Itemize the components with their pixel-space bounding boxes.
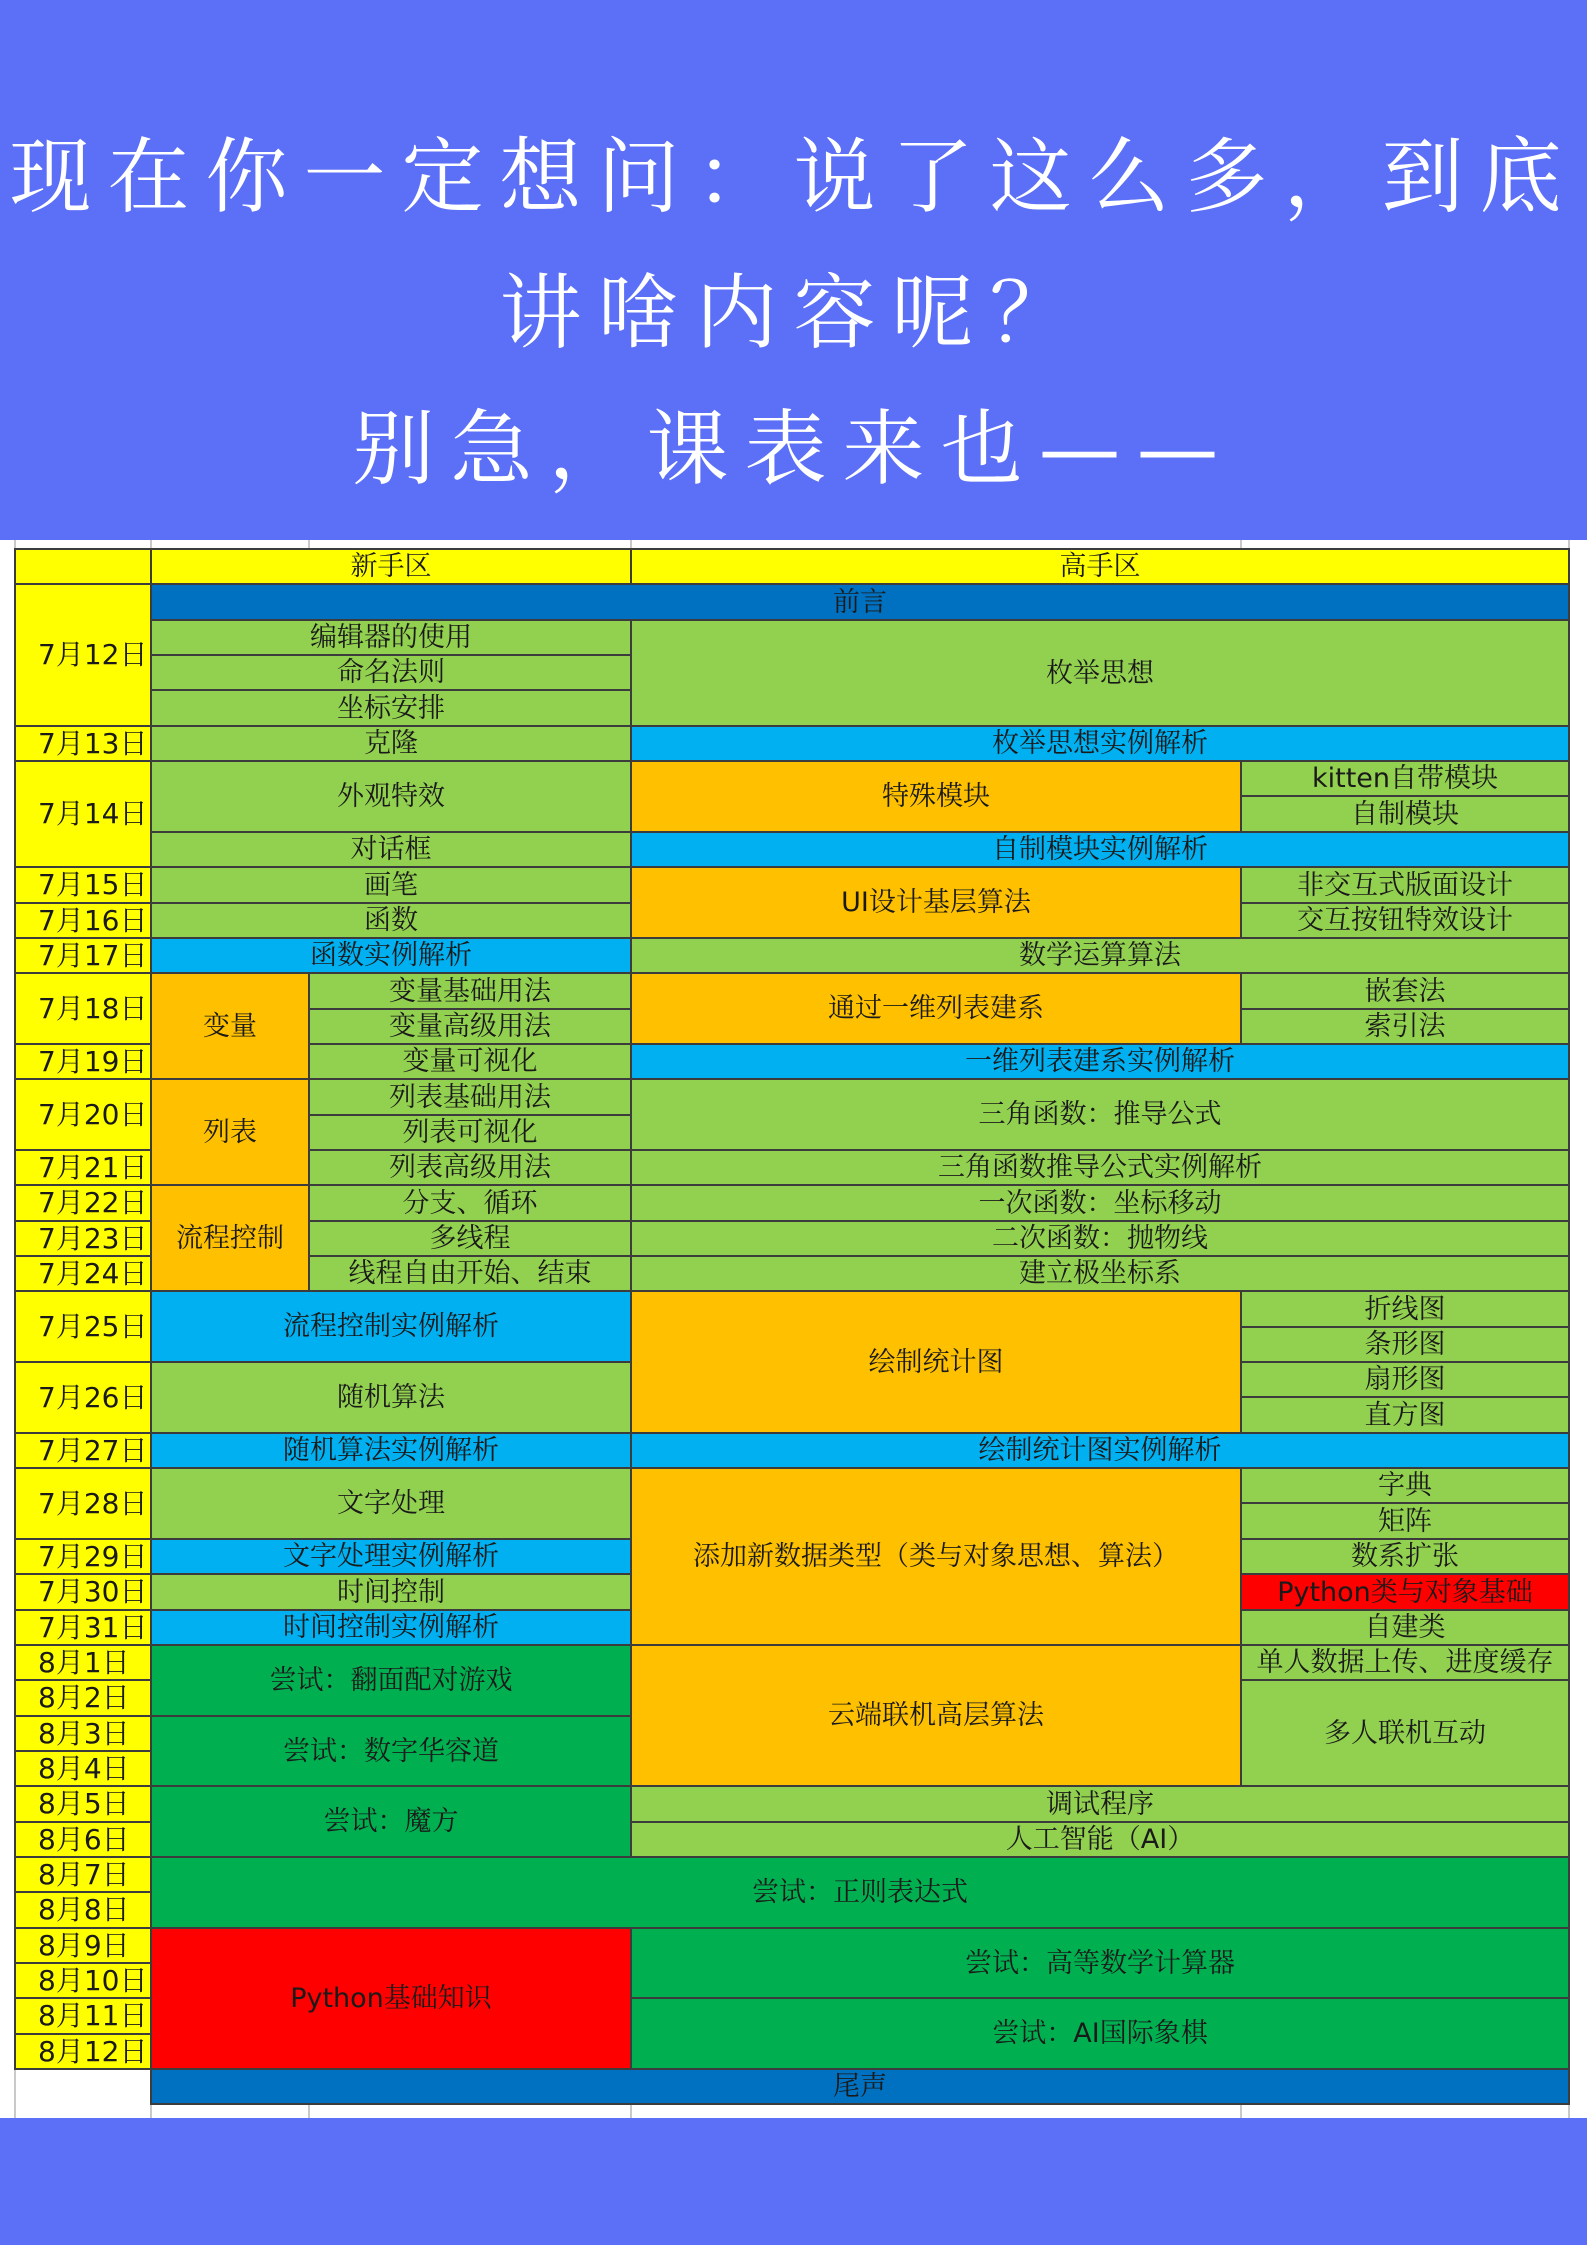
topic-flow-examples: 流程控制实例解析: [150, 1290, 632, 1363]
date-0713: 7月13日: [14, 725, 152, 762]
intro-row: 前言: [150, 583, 1570, 621]
date-0731: 7月31日: [14, 1609, 152, 1646]
topic-line-chart: 折线图: [1240, 1290, 1570, 1328]
topic-time-control: 时间控制: [150, 1573, 632, 1611]
topic-histogram: 直方图: [1240, 1396, 1570, 1434]
topic-variables: 变量: [150, 972, 310, 1080]
topic-python-basics: Python基础知识: [150, 1927, 632, 2070]
topic-try-flip: 尝试：翻面配对游戏: [150, 1644, 632, 1717]
topic-list-advanced: 列表高级用法: [308, 1149, 632, 1186]
topic-random-examples: 随机算法实例解析: [150, 1432, 632, 1469]
topic-bar-chart: 条形图: [1240, 1326, 1570, 1363]
topic-indexing: 索引法: [1240, 1008, 1570, 1045]
topic-appearance-effects: 外观特效: [150, 760, 632, 833]
date-0715: 7月15日: [14, 866, 152, 904]
topic-custom-module-examples: 自制模块实例解析: [630, 831, 1570, 868]
date-0809: 8月9日: [14, 1927, 152, 1964]
topic-var-visual: 变量可视化: [308, 1043, 632, 1080]
topic-var-basic: 变量基础用法: [308, 972, 632, 1010]
section-expert: 高手区: [630, 548, 1570, 585]
date-0810: 8月10日: [14, 1962, 152, 1999]
topic-thread-start-end: 线程自由开始、结束: [308, 1255, 632, 1292]
date-0712: 7月12日: [14, 583, 152, 727]
title-line-1: 现在你一定想问：说了这么多，到底: [9, 130, 1578, 225]
date-0725: 7月25日: [14, 1290, 152, 1363]
topic-function-examples: 函数实例解析: [150, 937, 632, 974]
topic-try-magic: 尝试：魔方: [150, 1785, 632, 1858]
topic-list-visual: 列表可视化: [308, 1114, 632, 1151]
topic-text-examples: 文字处理实例解析: [150, 1538, 632, 1575]
date-0727: 7月27日: [14, 1432, 152, 1469]
date-0718: 7月18日: [14, 972, 152, 1045]
title-line-3: 别急，课表来也——: [352, 402, 1235, 497]
topic-coordinates: 坐标安排: [150, 689, 632, 727]
topic-enumeration-examples: 枚举思想实例解析: [630, 725, 1570, 762]
topic-number-extension: 数系扩张: [1240, 1538, 1570, 1575]
date-0801: 8月1日: [14, 1644, 152, 1681]
date-0804: 8月4日: [14, 1750, 152, 1787]
topic-python-classes: Python类与对象基础: [1240, 1573, 1570, 1611]
topic-try-regex: 尝试：正则表达式: [150, 1856, 1570, 1929]
topic-time-examples: 时间控制实例解析: [150, 1609, 632, 1646]
topic-multithread: 多线程: [308, 1220, 632, 1257]
topic-editor-use: 编辑器的使用: [150, 619, 632, 656]
date-0723: 7月23日: [14, 1220, 152, 1257]
date-0807: 8月7日: [14, 1856, 152, 1893]
date-0726: 7月26日: [14, 1361, 152, 1434]
topic-pie-chart: 扇形图: [1240, 1361, 1570, 1398]
topic-statistical-charts: 绘制统计图: [630, 1290, 1242, 1434]
topic-list-coord-examples: 一维列表建系实例解析: [630, 1043, 1570, 1080]
topic-dictionary: 字典: [1240, 1467, 1570, 1504]
date-0812: 8月12日: [14, 2033, 152, 2070]
topic-try-calculator: 尝试：高等数学计算器: [630, 1927, 1570, 1999]
date-0720: 7月20日: [14, 1078, 152, 1151]
topic-chart-examples: 绘制统计图实例解析: [630, 1432, 1570, 1469]
schedule-grid: [0, 540, 1587, 2118]
topic-new-data-types: 添加新数据类型（类与对象思想、算法）: [630, 1467, 1242, 1646]
topic-ui-algorithms: UI设计基层算法: [630, 866, 1242, 939]
topic-ai: 人工智能（AI）: [630, 1821, 1570, 1858]
topic-debugging: 调试程序: [630, 1785, 1570, 1823]
date-0716: 7月16日: [14, 902, 152, 939]
topic-branch-loop: 分支、循环: [308, 1184, 632, 1222]
topic-interactive-buttons: 交互按钮特效设计: [1240, 902, 1570, 939]
topic-polar-coordinates: 建立极坐标系: [630, 1255, 1570, 1292]
title-line-2: 讲啥内容呢？: [499, 266, 1088, 361]
topic-custom-classes: 自建类: [1240, 1609, 1570, 1646]
date-0802: 8月2日: [14, 1679, 152, 1717]
topic-non-interactive-layout: 非交互式版面设计: [1240, 866, 1570, 904]
topic-multiplayer: 多人联机互动: [1240, 1679, 1570, 1787]
date-0808: 8月8日: [14, 1891, 152, 1929]
topic-custom-modules: 自制模块: [1240, 795, 1570, 833]
date-0805: 8月5日: [14, 1785, 152, 1823]
date-0806: 8月6日: [14, 1821, 152, 1858]
topic-special-modules: 特殊模块: [630, 760, 1242, 833]
topic-list-coordinates: 通过一维列表建系: [630, 972, 1242, 1045]
topic-try-chess: 尝试：AI国际象棋: [630, 1997, 1570, 2070]
section-novice: 新手区: [150, 548, 632, 585]
topic-trig-derivation: 三角函数：推导公式: [630, 1078, 1570, 1151]
topic-single-upload: 单人数据上传、进度缓存: [1240, 1644, 1570, 1681]
date-0714: 7月14日: [14, 760, 152, 868]
topic-try-klotski: 尝试：数字华容道: [150, 1715, 632, 1787]
corner-cell: [14, 548, 152, 585]
outro-row: 尾声: [150, 2068, 1570, 2105]
date-0717: 7月17日: [14, 937, 152, 974]
topic-matrix: 矩阵: [1240, 1502, 1570, 1540]
topic-kitten-modules: kitten自带模块: [1240, 760, 1570, 797]
topic-linear-function: 一次函数：坐标移动: [630, 1184, 1570, 1222]
topic-quadratic-function: 二次函数：抛物线: [630, 1220, 1570, 1257]
topic-enumeration: 枚举思想: [630, 619, 1570, 727]
topic-var-advanced: 变量高级用法: [308, 1008, 632, 1045]
date-0719: 7月19日: [14, 1043, 152, 1080]
topic-functions: 函数: [150, 902, 632, 939]
topic-cloud-algorithms: 云端联机高层算法: [630, 1644, 1242, 1787]
topic-naming-rules: 命名法则: [150, 654, 632, 691]
topic-text-processing: 文字处理: [150, 1467, 632, 1540]
topic-dialog: 对话框: [150, 831, 632, 868]
date-0803: 8月3日: [14, 1715, 152, 1752]
date-0722: 7月22日: [14, 1184, 152, 1222]
topic-pen: 画笔: [150, 866, 632, 904]
date-0730: 7月30日: [14, 1573, 152, 1611]
topic-math-algorithms: 数学运算算法: [630, 937, 1570, 974]
date-0811: 8月11日: [14, 1997, 152, 2035]
topic-clone: 克隆: [150, 725, 632, 762]
topic-list-basic: 列表基础用法: [308, 1078, 632, 1116]
topic-nesting: 嵌套法: [1240, 972, 1570, 1010]
date-0721: 7月21日: [14, 1149, 152, 1186]
date-0729: 7月29日: [14, 1538, 152, 1575]
topic-random-algo: 随机算法: [150, 1361, 632, 1434]
date-0728: 7月28日: [14, 1467, 152, 1540]
date-0724: 7月24日: [14, 1255, 152, 1292]
topic-flow-control: 流程控制: [150, 1184, 310, 1292]
schedule-spreadsheet: [0, 540, 1587, 2118]
topic-trig-examples: 三角函数推导公式实例解析: [630, 1149, 1570, 1186]
topic-lists: 列表: [150, 1078, 310, 1186]
